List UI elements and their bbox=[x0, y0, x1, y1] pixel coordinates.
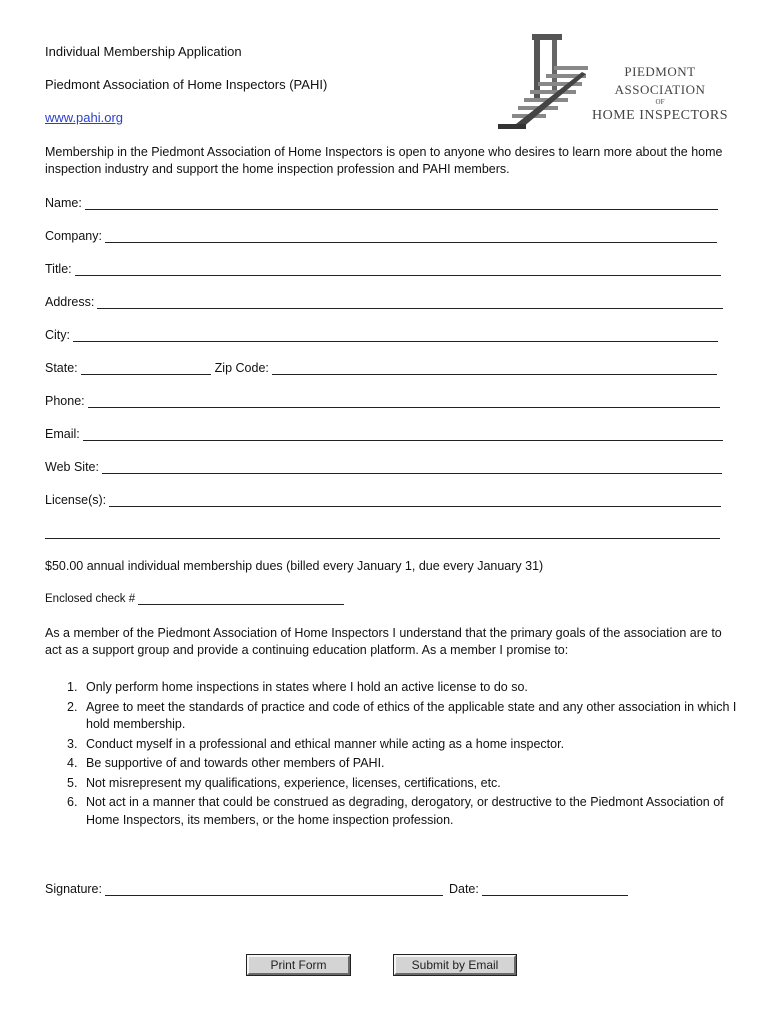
date-label: Date: bbox=[448, 882, 479, 896]
phone-input-line[interactable] bbox=[88, 395, 720, 408]
city-label: City: bbox=[45, 328, 70, 342]
zip-label: Zip Code: bbox=[214, 361, 269, 375]
signature-input-line[interactable] bbox=[105, 883, 443, 896]
address-field-row bbox=[45, 295, 723, 309]
licenses-field-row bbox=[45, 493, 721, 507]
list-item: 5. Not misrepresent my qualifications, experience, licenses, certifications, etc. bbox=[67, 775, 501, 790]
logo-line1: PIEDMONT bbox=[624, 64, 696, 79]
state-zip-row bbox=[45, 361, 717, 375]
company-label: Company: bbox=[45, 229, 102, 243]
list-item: 1. Only perform home inspections in states where I hold an active license to do so. bbox=[67, 680, 528, 694]
city-field-row bbox=[45, 328, 718, 342]
website-field-row bbox=[45, 460, 722, 474]
logo-line2: ASSOCIATION bbox=[614, 82, 706, 97]
print-form-button[interactable]: Print Form bbox=[247, 955, 350, 975]
list-item: 2. Agree to meet the standards of practice and code of ethics of the applicable state and any other association in which I hold membership. bbox=[67, 699, 737, 731]
pahi-logo bbox=[494, 32, 734, 132]
list-item: 4. Be supportive of and towards other members of PAHI. bbox=[67, 756, 385, 770]
email-label: Email: bbox=[45, 427, 80, 441]
name-input-line[interactable] bbox=[85, 197, 718, 210]
website-link[interactable]: www.pahi.org bbox=[45, 110, 124, 125]
list-item: 6. Not act in a manner that could be construed as degrading, derogatory, or destructive to the Piedmont Association of Home Inspectors, its members, or the home inspection profession. bbox=[67, 795, 724, 827]
licenses-extra-line[interactable] bbox=[45, 538, 720, 539]
licenses-input-line[interactable] bbox=[109, 494, 721, 507]
title-label: Title: bbox=[45, 262, 72, 276]
website-label: Web Site: bbox=[45, 460, 99, 474]
signature-label: Signature: bbox=[45, 882, 102, 896]
phone-field-row bbox=[45, 394, 720, 408]
title-field-row bbox=[45, 262, 721, 276]
logo-line4: HOME INSPECTORS bbox=[592, 108, 728, 123]
date-input-line[interactable] bbox=[482, 883, 628, 896]
address-input-line[interactable] bbox=[97, 296, 723, 309]
website-input-line[interactable] bbox=[102, 461, 722, 474]
company-input-line[interactable] bbox=[105, 230, 717, 243]
state-label: State: bbox=[45, 361, 78, 375]
name-label: Name: bbox=[45, 196, 82, 210]
address-label: Address: bbox=[45, 295, 95, 309]
title-input-line[interactable] bbox=[75, 263, 721, 276]
signature-row bbox=[45, 882, 628, 896]
company-field-row bbox=[45, 229, 717, 243]
list-item: 3. Conduct myself in a professional and ethical manner while acting as a home inspector. bbox=[67, 736, 565, 751]
email-input-line[interactable] bbox=[83, 428, 723, 441]
licenses-label: License(s): bbox=[45, 493, 107, 507]
check-label: Enclosed check # bbox=[45, 593, 136, 605]
logo-line3: OF bbox=[655, 98, 665, 106]
city-input-line[interactable] bbox=[73, 329, 718, 342]
form-title: Individual Membership Application bbox=[45, 44, 242, 59]
state-input-line[interactable] bbox=[81, 362, 211, 375]
stair-icon bbox=[494, 32, 589, 134]
zip-input-line[interactable] bbox=[272, 362, 717, 375]
promise-intro: As a member of the Piedmont Association of Home Inspectors I understand that the primary goals of the association are to act as a support group and provide a continuing education platform. As a member I promise to: bbox=[45, 626, 722, 657]
email-field-row bbox=[45, 427, 723, 441]
check-input-line[interactable] bbox=[138, 592, 344, 605]
dues-text: $50.00 annual individual membership dues (billed every January 1, due every January 31) bbox=[45, 559, 544, 573]
name-field-row bbox=[45, 196, 718, 210]
submit-email-button[interactable]: Submit by Email bbox=[394, 955, 516, 975]
phone-label: Phone: bbox=[45, 394, 85, 408]
check-row bbox=[45, 592, 344, 605]
intro-paragraph: Membership in the Piedmont Association of Home Inspectors is open to anyone who desires to learn more about the home inspection industry and support the home inspection profession and PAHI members. bbox=[45, 145, 723, 176]
promise-list bbox=[45, 679, 745, 831]
org-name: Piedmont Association of Home Inspectors (PAHI) bbox=[45, 77, 328, 92]
